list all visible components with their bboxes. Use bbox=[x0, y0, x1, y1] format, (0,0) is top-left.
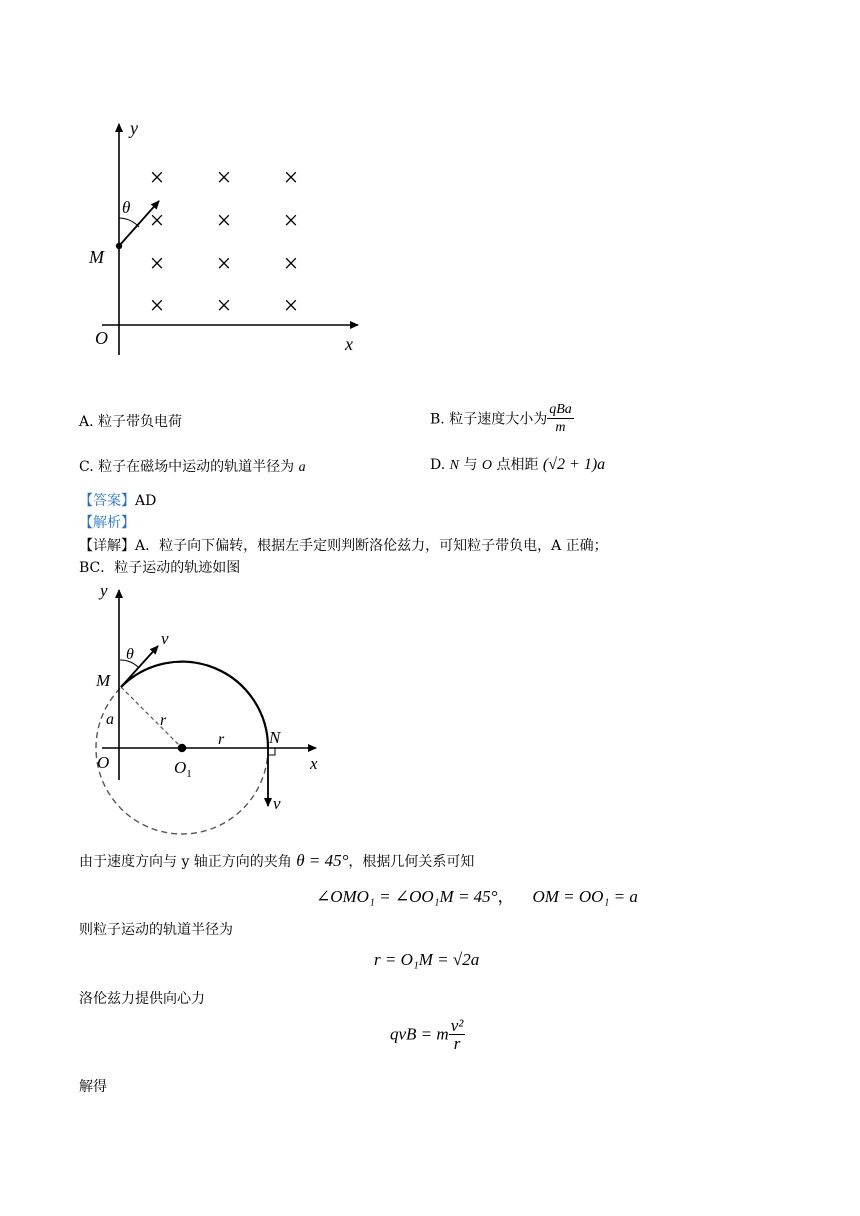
field-cross: × bbox=[216, 206, 232, 235]
point-m-label: M bbox=[89, 247, 104, 267]
field-cross: × bbox=[149, 163, 165, 192]
answer-line bbox=[79, 490, 156, 510]
option-d-suffix: 点相距 bbox=[496, 457, 539, 473]
option-d bbox=[430, 454, 605, 474]
option-b bbox=[430, 401, 574, 436]
x-axis-label: x bbox=[345, 334, 353, 354]
theta-equation: θ = 45° bbox=[296, 851, 349, 870]
field-cross: × bbox=[216, 291, 232, 320]
detail-text-1: A．粒子向下偏转，根据左手定则判断洛伦兹力，可知粒子带负电，A 正确； bbox=[135, 538, 608, 554]
field-cross: × bbox=[149, 291, 165, 320]
option-d-o: O bbox=[481, 458, 493, 473]
equation-3-left: qvB = m bbox=[390, 1024, 449, 1044]
option-a-text: A. 粒子带负电荷 bbox=[79, 414, 183, 430]
option-d-n: N bbox=[449, 458, 459, 473]
option-c-var: a bbox=[298, 460, 306, 475]
field-cross: × bbox=[216, 249, 232, 278]
paragraph-1 bbox=[79, 851, 474, 871]
center-o1-label: $O_1$ bbox=[174, 758, 192, 780]
theta-label: θ bbox=[126, 646, 134, 663]
equation-1 bbox=[316, 882, 638, 907]
right-angle-mark bbox=[268, 748, 275, 755]
x-axis-label: x bbox=[310, 754, 318, 773]
equation-3-num: v² bbox=[450, 1016, 464, 1035]
equation-1-sep: ， bbox=[497, 887, 515, 906]
y-axis-label: y bbox=[100, 581, 108, 600]
option-b-fraction bbox=[547, 401, 574, 436]
distance-a-label: a bbox=[106, 711, 114, 728]
radius-label-horizontal: r bbox=[218, 731, 225, 748]
paragraph-1-text: 由于速度方向与 y 轴正方向的夹角 bbox=[79, 854, 292, 870]
theta-label: θ bbox=[122, 198, 131, 217]
field-cross: × bbox=[149, 206, 165, 235]
paragraph-1-tail: ，根据几何关系可知 bbox=[348, 854, 475, 870]
option-d-expr: (√2 + 1)a bbox=[542, 456, 606, 473]
point-n-label: N bbox=[269, 728, 281, 747]
option-a bbox=[79, 411, 182, 431]
paragraph-2: 则粒子运动的轨道半径为 bbox=[79, 922, 233, 938]
field-cross: × bbox=[149, 249, 165, 278]
equation-1b: OM = OO₁ = a bbox=[532, 887, 638, 906]
equation-3-den: r bbox=[453, 1034, 461, 1053]
detail-line-2: BC．粒子运动的轨迹如图 bbox=[79, 560, 241, 576]
origin-label: O bbox=[97, 753, 110, 772]
option-d-prefix: D. bbox=[430, 457, 446, 473]
center-o1 bbox=[178, 744, 186, 752]
field-cross: × bbox=[283, 163, 299, 192]
detail-line-1 bbox=[79, 535, 608, 555]
fraction-numerator: qBa bbox=[549, 402, 572, 417]
option-d-mid: 与 bbox=[463, 457, 478, 473]
detail-label: 【详解】 bbox=[79, 538, 135, 554]
answer-label: 【答案】 bbox=[79, 493, 135, 509]
answer-value: AD bbox=[135, 493, 157, 509]
field-cross: × bbox=[283, 249, 299, 278]
field-diagram bbox=[80, 110, 380, 360]
velocity-label-top: v bbox=[161, 629, 169, 648]
paragraph-4: 解得 bbox=[79, 1079, 107, 1095]
radius-label-diagonal: r bbox=[160, 712, 167, 729]
analysis-label: 【解析】 bbox=[79, 515, 135, 531]
option-b-text: B. 粒子速度大小为 bbox=[430, 411, 548, 428]
option-c bbox=[79, 456, 306, 476]
equation-1a: ∠OMO₁ = ∠OO₁M = 45° bbox=[316, 887, 498, 906]
equation-3-fraction bbox=[449, 1017, 466, 1052]
fraction-denominator: m bbox=[555, 420, 566, 435]
trajectory-diagram bbox=[80, 580, 340, 840]
trajectory-arc bbox=[121, 662, 268, 748]
velocity-label-bottom: v bbox=[273, 794, 281, 813]
field-cross: × bbox=[216, 163, 232, 192]
field-cross: × bbox=[283, 291, 299, 320]
origin-label: O bbox=[95, 328, 108, 348]
field-cross: × bbox=[283, 206, 299, 235]
equation-2: r = O₁M = √2a bbox=[374, 950, 480, 969]
y-axis-label: y bbox=[130, 118, 138, 138]
magnetic-field-crosses bbox=[150, 163, 299, 320]
paragraph-3: 洛伦兹力提供向心力 bbox=[79, 991, 205, 1007]
option-c-text: C. 粒子在磁场中运动的轨道半径为 bbox=[79, 459, 295, 475]
point-m-label: M bbox=[96, 671, 111, 690]
equation-3 bbox=[390, 1017, 465, 1052]
radius-line bbox=[121, 687, 182, 748]
